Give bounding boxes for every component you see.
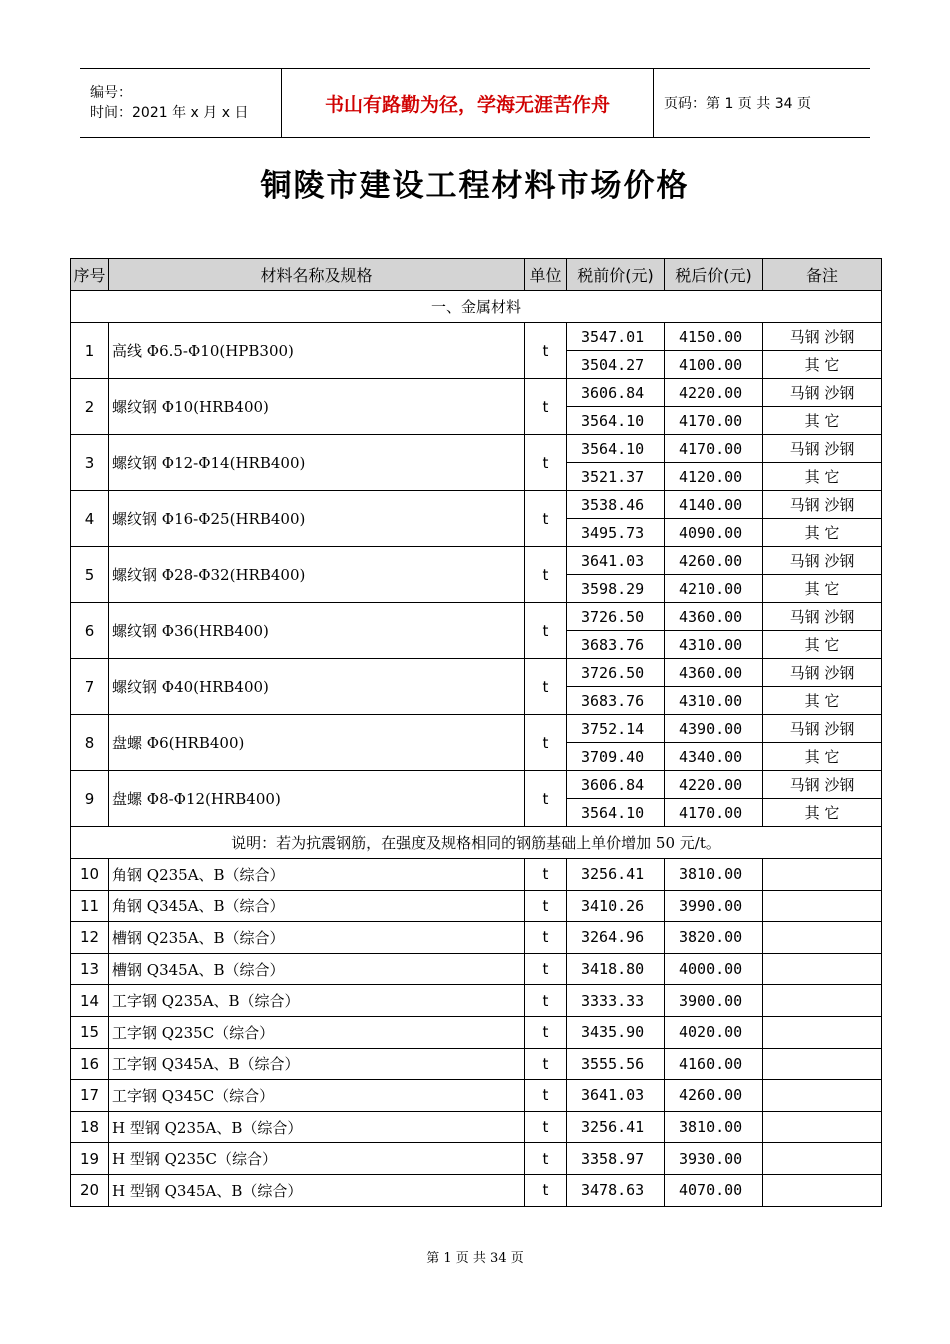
item-pretax: 3606.84: [567, 379, 665, 407]
item-name: 螺纹钢 Φ12-Φ14(HRB400): [109, 435, 525, 491]
item-pretax: 3435.90: [567, 1016, 665, 1048]
item-pretax: 3547.01: [567, 323, 665, 351]
item-remark: [763, 1143, 882, 1175]
table-row: [71, 1174, 882, 1206]
item-unit: t: [525, 1111, 567, 1143]
section-row: [71, 291, 882, 323]
item-supplier: 马钢 沙钢: [763, 771, 882, 799]
table-row: [71, 715, 882, 743]
item-remark: [763, 1016, 882, 1048]
item-supplier: 其 它: [763, 407, 882, 435]
item-pretax: 3564.10: [567, 407, 665, 435]
item-no: 2: [71, 379, 109, 435]
item-unit: t: [525, 859, 567, 891]
item-supplier: 其 它: [763, 687, 882, 715]
table-row: [71, 659, 882, 687]
section-title: 一、金属材料: [71, 291, 882, 323]
table-row: [71, 1048, 882, 1080]
item-remark: [763, 922, 882, 954]
item-unit: t: [525, 922, 567, 954]
item-pretax: 3495.73: [567, 519, 665, 547]
item-pretax: 3256.41: [567, 1111, 665, 1143]
item-supplier: 其 它: [763, 743, 882, 771]
item-unit: t: [525, 1048, 567, 1080]
item-no: 1: [71, 323, 109, 379]
item-name: 槽钢 Q235A、B（综合）: [109, 922, 525, 954]
col-header-remark: 备注: [763, 259, 882, 291]
item-no: 3: [71, 435, 109, 491]
item-unit: t: [525, 985, 567, 1017]
page-header: [80, 68, 870, 138]
item-name: 工字钢 Q235C（综合）: [109, 1016, 525, 1048]
item-supplier: 其 它: [763, 631, 882, 659]
item-unit: t: [525, 1174, 567, 1206]
item-supplier: 马钢 沙钢: [763, 379, 882, 407]
header-motto: [282, 69, 654, 137]
item-pretax: 3538.46: [567, 491, 665, 519]
header-time: 时间：2021 年 x 月 x 日: [90, 105, 249, 121]
item-supplier: 马钢 沙钢: [763, 715, 882, 743]
item-aftertax: 4260.00: [665, 1080, 763, 1112]
item-aftertax: 4210.00: [665, 575, 763, 603]
table-row: [71, 953, 882, 985]
header-code: 编号：: [90, 85, 132, 101]
item-no: 12: [71, 922, 109, 954]
item-aftertax: 4340.00: [665, 743, 763, 771]
item-aftertax: 4100.00: [665, 351, 763, 379]
item-aftertax: 4260.00: [665, 547, 763, 575]
item-pretax: 3564.10: [567, 435, 665, 463]
item-unit: t: [525, 379, 567, 435]
item-pretax: 3726.50: [567, 659, 665, 687]
item-name: 螺纹钢 Φ36(HRB400): [109, 603, 525, 659]
table-row: [71, 379, 882, 407]
item-aftertax: 4310.00: [665, 631, 763, 659]
item-pretax: 3504.27: [567, 351, 665, 379]
item-pretax: 3333.33: [567, 985, 665, 1017]
item-supplier: 其 它: [763, 351, 882, 379]
item-name: 槽钢 Q345A、B（综合）: [109, 953, 525, 985]
item-no: 15: [71, 1016, 109, 1048]
item-no: 19: [71, 1143, 109, 1175]
item-remark: [763, 890, 882, 922]
col-header-pretax: 税前价(元): [567, 259, 665, 291]
item-aftertax: 3810.00: [665, 859, 763, 891]
item-no: 6: [71, 603, 109, 659]
item-pretax: 3683.76: [567, 631, 665, 659]
item-aftertax: 4020.00: [665, 1016, 763, 1048]
item-aftertax: 3930.00: [665, 1143, 763, 1175]
item-remark: [763, 1111, 882, 1143]
item-name: 工字钢 Q345C（综合）: [109, 1080, 525, 1112]
item-pretax: 3709.40: [567, 743, 665, 771]
item-pretax: 3606.84: [567, 771, 665, 799]
item-aftertax: 4310.00: [665, 687, 763, 715]
table-row: [71, 890, 882, 922]
item-aftertax: 4220.00: [665, 379, 763, 407]
table-row: [71, 603, 882, 631]
item-name: 螺纹钢 Φ28-Φ32(HRB400): [109, 547, 525, 603]
item-aftertax: 3990.00: [665, 890, 763, 922]
item-no: 4: [71, 491, 109, 547]
item-no: 20: [71, 1174, 109, 1206]
table-row: [71, 491, 882, 519]
item-aftertax: 4390.00: [665, 715, 763, 743]
price-table: [70, 258, 882, 1207]
item-unit: t: [525, 953, 567, 985]
item-pretax: 3410.26: [567, 890, 665, 922]
table-row: [71, 323, 882, 351]
table-row: [71, 435, 882, 463]
item-name: H 型钢 Q345A、B（综合）: [109, 1174, 525, 1206]
item-supplier: 其 它: [763, 519, 882, 547]
item-aftertax: 4360.00: [665, 603, 763, 631]
item-no: 8: [71, 715, 109, 771]
note-row: [71, 827, 882, 859]
item-aftertax: 4150.00: [665, 323, 763, 351]
page-footer: 第 1 页 共 34 页: [426, 1251, 524, 1266]
item-pretax: 3358.97: [567, 1143, 665, 1175]
note-text: 说明：若为抗震钢筋，在强度及规格相同的钢筋基础上单价增加 50 元/t。: [71, 827, 882, 859]
item-aftertax: 4090.00: [665, 519, 763, 547]
item-aftertax: 4170.00: [665, 435, 763, 463]
item-no: 16: [71, 1048, 109, 1080]
item-aftertax: 4170.00: [665, 407, 763, 435]
item-unit: t: [525, 1016, 567, 1048]
item-supplier: 马钢 沙钢: [763, 547, 882, 575]
item-no: 11: [71, 890, 109, 922]
item-supplier: 马钢 沙钢: [763, 603, 882, 631]
item-pretax: 3256.41: [567, 859, 665, 891]
item-name: 工字钢 Q345A、B（综合）: [109, 1048, 525, 1080]
item-unit: t: [525, 491, 567, 547]
table-row: [71, 547, 882, 575]
item-supplier: 马钢 沙钢: [763, 659, 882, 687]
header-meta: [80, 69, 282, 137]
item-name: H 型钢 Q235C（综合）: [109, 1143, 525, 1175]
table-row: [71, 1143, 882, 1175]
item-name: 高线 Φ6.5-Φ10(HPB300): [109, 323, 525, 379]
item-unit: t: [525, 771, 567, 827]
item-supplier: 其 它: [763, 575, 882, 603]
item-supplier: 马钢 沙钢: [763, 435, 882, 463]
item-aftertax: 4170.00: [665, 799, 763, 827]
col-header-aftertax: 税后价(元): [665, 259, 763, 291]
item-unit: t: [525, 1143, 567, 1175]
item-aftertax: 4120.00: [665, 463, 763, 491]
item-unit: t: [525, 547, 567, 603]
item-supplier: 马钢 沙钢: [763, 323, 882, 351]
item-pretax: 3521.37: [567, 463, 665, 491]
item-unit: t: [525, 435, 567, 491]
motto-text: 书山有路勤为径，学海无涯苦作舟: [324, 93, 610, 116]
item-remark: [763, 1080, 882, 1112]
table-row: [71, 1016, 882, 1048]
item-pretax: 3752.14: [567, 715, 665, 743]
item-pretax: 3641.03: [567, 547, 665, 575]
item-unit: t: [525, 715, 567, 771]
item-name: 盘螺 Φ8-Φ12(HRB400): [109, 771, 525, 827]
table-row: [71, 1111, 882, 1143]
item-pretax: 3555.56: [567, 1048, 665, 1080]
item-pretax: 3683.76: [567, 687, 665, 715]
item-name: 角钢 Q235A、B（综合）: [109, 859, 525, 891]
item-aftertax: 4220.00: [665, 771, 763, 799]
table-row: [71, 771, 882, 799]
item-aftertax: 4160.00: [665, 1048, 763, 1080]
item-no: 10: [71, 859, 109, 891]
item-aftertax: 4070.00: [665, 1174, 763, 1206]
item-supplier: 其 它: [763, 463, 882, 491]
item-no: 17: [71, 1080, 109, 1112]
document-title: 铜陵市建设工程材料市场价格: [260, 168, 690, 204]
item-unit: t: [525, 603, 567, 659]
item-no: 18: [71, 1111, 109, 1143]
item-no: 5: [71, 547, 109, 603]
item-aftertax: 4140.00: [665, 491, 763, 519]
item-pretax: 3264.96: [567, 922, 665, 954]
item-aftertax: 3810.00: [665, 1111, 763, 1143]
item-unit: t: [525, 890, 567, 922]
page-indicator: 页码：第 1 页 共 34 页: [664, 96, 811, 112]
item-pretax: 3641.03: [567, 1080, 665, 1112]
table-header-row: [71, 259, 882, 291]
item-name: 工字钢 Q235A、B（综合）: [109, 985, 525, 1017]
item-unit: t: [525, 1080, 567, 1112]
item-no: 9: [71, 771, 109, 827]
item-aftertax: 3900.00: [665, 985, 763, 1017]
item-no: 14: [71, 985, 109, 1017]
item-pretax: 3564.10: [567, 799, 665, 827]
col-header-name: 材料名称及规格: [109, 259, 525, 291]
item-remark: [763, 953, 882, 985]
item-name: H 型钢 Q235A、B（综合）: [109, 1111, 525, 1143]
item-name: 螺纹钢 Φ10(HRB400): [109, 379, 525, 435]
table-row: [71, 859, 882, 891]
col-header-no: 序号: [71, 259, 109, 291]
item-name: 盘螺 Φ6(HRB400): [109, 715, 525, 771]
item-supplier: 其 它: [763, 799, 882, 827]
item-no: 13: [71, 953, 109, 985]
item-remark: [763, 985, 882, 1017]
item-aftertax: 3820.00: [665, 922, 763, 954]
item-remark: [763, 859, 882, 891]
col-header-unit: 单位: [525, 259, 567, 291]
item-pretax: 3598.29: [567, 575, 665, 603]
item-name: 螺纹钢 Φ16-Φ25(HRB400): [109, 491, 525, 547]
table-row: [71, 985, 882, 1017]
item-unit: t: [525, 323, 567, 379]
item-pretax: 3418.80: [567, 953, 665, 985]
table-row: [71, 922, 882, 954]
item-remark: [763, 1048, 882, 1080]
item-aftertax: 4000.00: [665, 953, 763, 985]
item-name: 螺纹钢 Φ40(HRB400): [109, 659, 525, 715]
item-unit: t: [525, 659, 567, 715]
item-no: 7: [71, 659, 109, 715]
item-supplier: 马钢 沙钢: [763, 491, 882, 519]
header-page: [654, 69, 870, 137]
item-pretax: 3726.50: [567, 603, 665, 631]
item-remark: [763, 1174, 882, 1206]
table-row: [71, 1080, 882, 1112]
item-pretax: 3478.63: [567, 1174, 665, 1206]
item-name: 角钢 Q345A、B（综合）: [109, 890, 525, 922]
item-aftertax: 4360.00: [665, 659, 763, 687]
